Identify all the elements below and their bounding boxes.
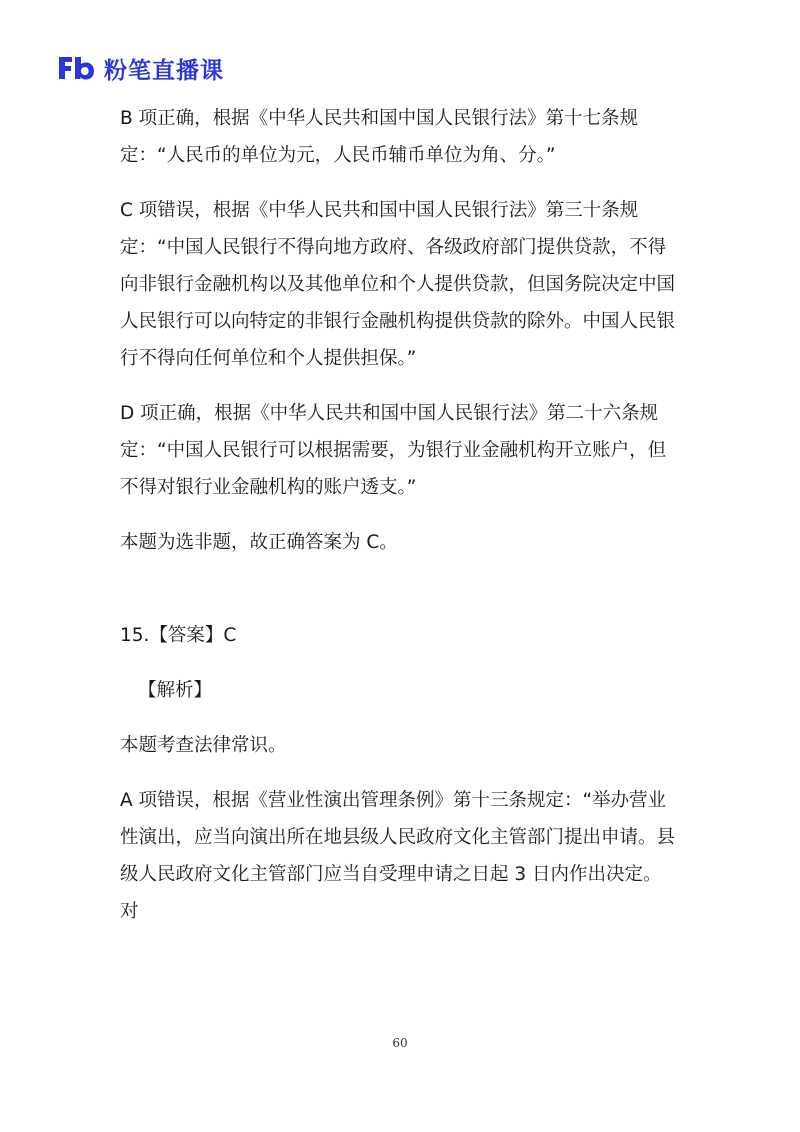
section-gap [120, 561, 680, 617]
document-body [120, 100, 680, 930]
paragraph-conclusion: 本题为选非题，故正确答案为 C。 [120, 532, 398, 553]
page-number: 60 [392, 1036, 408, 1050]
paragraph-option-c: C 项错误，根据《中华人民共和国中国人民银行法》第三十条规定：“中国人民银行不得向地方政府、各级政府部门提供贷款，不得向非银行金融机构以及其他单位和个人提供贷款，但国务院决定中国人民银行可以向特定的非银行金融机构提供贷款的除外。中国人民银行不得向任何单位和个人提供担保。” [120, 200, 676, 369]
paragraph-option-d: D 项正确，根据《中华人民共和国中国人民银行法》第二十六条规定：“中国人民银行可以根据需要，为银行业金融机构开立账户，但不得对银行业金融机构的账户透支。” [120, 403, 667, 498]
brand-name: 粉笔直播课 [104, 57, 224, 84]
page-header [56, 52, 224, 84]
topic-line: 本题考查法律常识。 [120, 735, 287, 756]
fb-logo-icon [56, 55, 96, 81]
analysis-label: 【解析】 [138, 680, 213, 701]
paragraph-option-b: B 项正确，根据《中华人民共和国中国人民银行法》第十七条规定：“人民币的单位为元，人民币辅币单位为角、分。” [120, 108, 639, 166]
answer-heading: 15.【答案】C [120, 625, 237, 646]
paragraph-option-a: A 项错误，根据《营业性演出管理条例》第十三条规定：“举办营业性演出，应当向演出所在地县级人民政府文化主管部门提出申请。县级人民政府文化主管部门应当自受理申请之日起 3 日内作出决定。对 [120, 790, 676, 922]
